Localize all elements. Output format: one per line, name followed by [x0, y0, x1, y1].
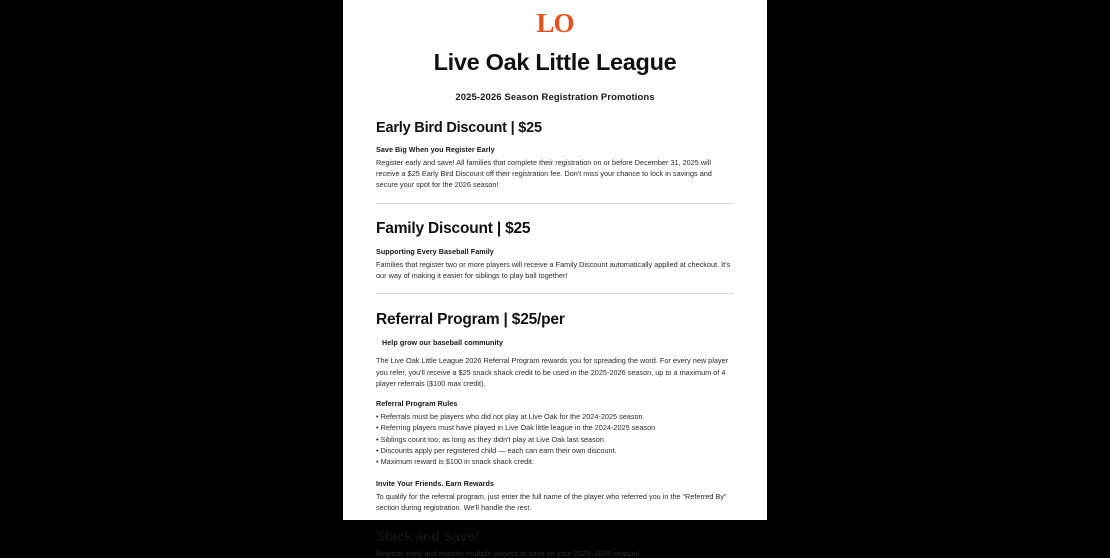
live-oak-logo-icon: LO — [536, 8, 574, 38]
list-item: • Referring players must have played in Live Oak little league in the 2024-2025 season — [376, 423, 656, 433]
section-divider-2 — [376, 293, 734, 294]
section-family-discount — [376, 220, 734, 295]
list-item: • Discounts apply per registered child — each can earn their own discount. — [376, 446, 617, 455]
page-title: Live Oak Little League — [433, 49, 677, 75]
footer-stack-and-save — [376, 529, 734, 558]
section-lead-family-discount: Supporting Every Baseball Family — [376, 246, 494, 256]
footer-text: Register early and register multiple players to save on your 2025–2026 season! — [376, 549, 640, 558]
section-divider-1 — [376, 203, 734, 204]
section-title-early-bird: Early Bird Discount | $25 — [376, 119, 542, 136]
section-referral-program — [376, 311, 734, 513]
section-title-referral-program: Referral Program | $25/per — [376, 311, 565, 329]
section-title-family-discount: Family Discount | $25 — [376, 219, 531, 237]
invite-body: To qualify for the referral program, just enter the full name of the player who referred you in the “Referred By” section during registration. We'll handle the rest. — [376, 491, 727, 512]
section-lead-early-bird: Save Big When you Register Early — [376, 144, 495, 154]
list-item: • Maximum reward is $100 in snack shack credit. — [376, 457, 534, 467]
referral-rules-heading: Referral Program Rules — [376, 399, 458, 409]
section-body-family-discount: Families that register two or more players will receive a Family Discount automatically applied at checkout. It's our way of making it easier for siblings to play ball together! — [376, 259, 731, 280]
list-item: • Siblings count too, as long as they didn't play at Live Oak last season. — [376, 434, 606, 444]
referral-rules-list — [376, 411, 734, 467]
invite-heading: Invite Your Friends. Earn Rewards — [376, 478, 495, 488]
footer-title: Stack and Save! — [376, 529, 480, 545]
section-early-bird — [376, 120, 734, 204]
section-body-early-bird: Register early and save! All families that complete their registration on or before December 31, 2025 will receive a $25 Early Bird Discount off their registration fee. Don't miss your chance to lock in savings and secure your spot for the 2026 season! — [376, 157, 712, 190]
season-subtitle: 2025-2026 Season Registration Promotions — [455, 91, 655, 103]
list-item: • Referrals must be players who did not play at Live Oak for the 2024-2025 season. — [376, 412, 645, 422]
logo-container — [376, 0, 734, 43]
section-lead-referral-program: Help grow our baseball community — [382, 338, 504, 348]
document-page — [343, 0, 767, 558]
section-body-referral-program: The Live Oak Little League 2026 Referral Program rewards you for spreading the word. For every new player you refer, you'll receive a $25 snack shack credit to be used in the 2025-2026 season, up to a maximum of 4 player referrals ($100 max credit). — [376, 356, 729, 388]
